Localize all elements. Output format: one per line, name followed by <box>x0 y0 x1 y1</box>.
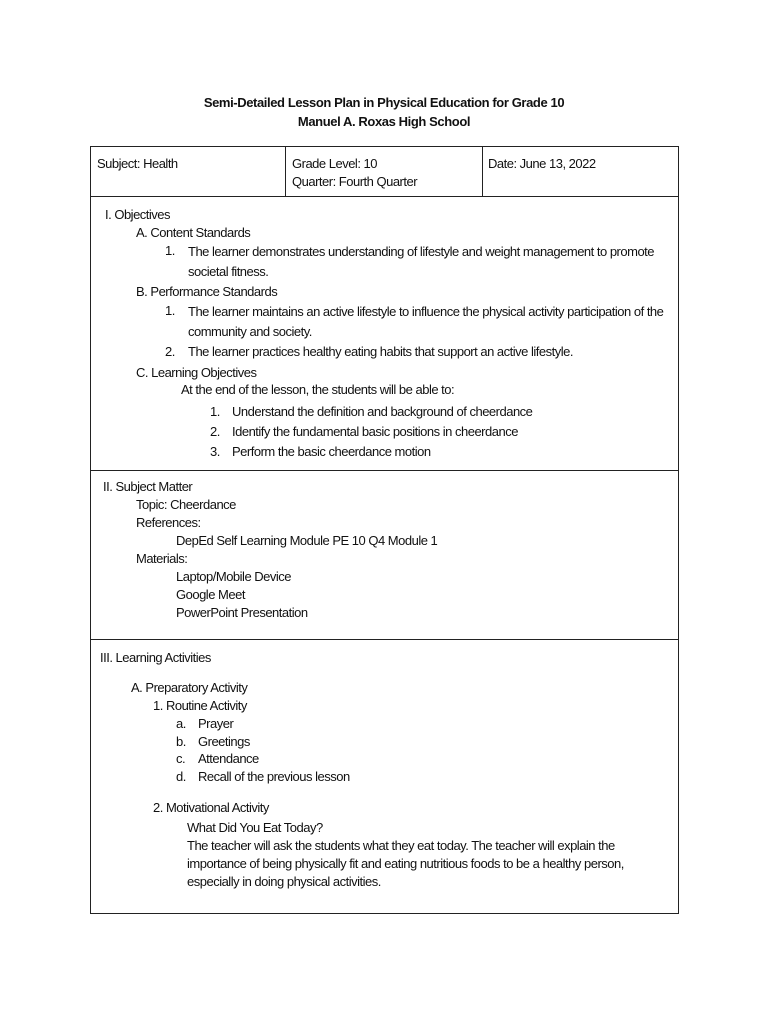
routine-item: Prayer <box>198 716 234 731</box>
list-letter: a. <box>176 716 186 731</box>
routine-item: Recall of the previous lesson <box>198 769 350 784</box>
learning-objective-text: Perform the basic cheerdance motion <box>232 444 431 459</box>
quarter-cell: Quarter: Fourth Quarter <box>292 174 418 189</box>
list-number: 1. <box>165 303 175 318</box>
row-divider <box>91 470 678 471</box>
learning-objectives-label: C. Learning Objectives <box>136 365 257 380</box>
column-divider <box>285 147 286 197</box>
grade-level-cell: Grade Level: 10 <box>292 156 378 171</box>
reference-item: DepEd Self Learning Module PE 10 Q4 Module 1 <box>176 533 438 548</box>
learning-objective-text: Identify the fundamental basic positions in cheerdance <box>232 424 518 439</box>
learning-activities-heading: III. Learning Activities <box>100 650 211 665</box>
performance-standards-label: B. Performance Standards <box>136 284 278 299</box>
learning-objectives-intro: At the end of the lesson, the students will be able to: <box>181 382 455 397</box>
material-item: PowerPoint Presentation <box>176 605 308 620</box>
material-item: Google Meet <box>176 587 245 602</box>
document-title: Semi-Detailed Lesson Plan in Physical Education for Grade 10 <box>203 95 565 110</box>
learning-objective-text: Understand the definition and background of cheerdance <box>232 404 533 419</box>
motivational-activity-title: What Did You Eat Today? <box>187 820 323 835</box>
row-divider <box>91 639 678 640</box>
routine-item: Attendance <box>198 751 259 766</box>
preparatory-activity-label: A. Preparatory Activity <box>131 680 248 695</box>
content-standards-label: A. Content Standards <box>136 225 251 240</box>
routine-item: Greetings <box>198 734 250 749</box>
list-letter: c. <box>176 751 186 766</box>
material-item: Laptop/Mobile Device <box>176 569 292 584</box>
list-letter: b. <box>176 734 186 749</box>
topic: Topic: Cheerdance <box>136 497 236 512</box>
subject-cell: Subject: Health <box>97 156 178 171</box>
subject-matter-heading: II. Subject Matter <box>103 479 193 494</box>
list-number: 2. <box>165 344 175 359</box>
list-number: 3. <box>210 444 220 459</box>
date-cell: Date: June 13, 2022 <box>488 156 596 171</box>
school-name: Manuel A. Roxas High School <box>297 114 471 129</box>
motivational-activity-body: The teacher will ask the students what they eat today. The teacher will explain the importance of being physically fit and eating nutritious foods to be a healthy person, especially in doing physical activities. <box>187 838 624 889</box>
lesson-plan-table <box>90 146 679 914</box>
row-divider <box>91 196 678 197</box>
list-number: 1. <box>210 404 220 419</box>
performance-standard-text: The learner maintains an active lifestyle to influence the physical activity participation of the community and society. <box>188 304 664 339</box>
content-standard-text: The learner demonstrates understanding of lifestyle and weight management to promote societal fitness. <box>188 244 655 279</box>
list-letter: d. <box>176 769 186 784</box>
objectives-heading: I. Objectives <box>105 207 171 222</box>
motivational-activity-label: 2. Motivational Activity <box>153 800 269 815</box>
routine-activity-label: 1. Routine Activity <box>153 698 247 713</box>
references-label: References: <box>136 515 201 530</box>
performance-standard-text: The learner practices healthy eating habits that support an active lifestyle. <box>188 344 573 359</box>
materials-label: Materials: <box>136 551 188 566</box>
list-number: 2. <box>210 424 220 439</box>
column-divider <box>482 147 483 197</box>
list-number: 1. <box>165 243 175 258</box>
